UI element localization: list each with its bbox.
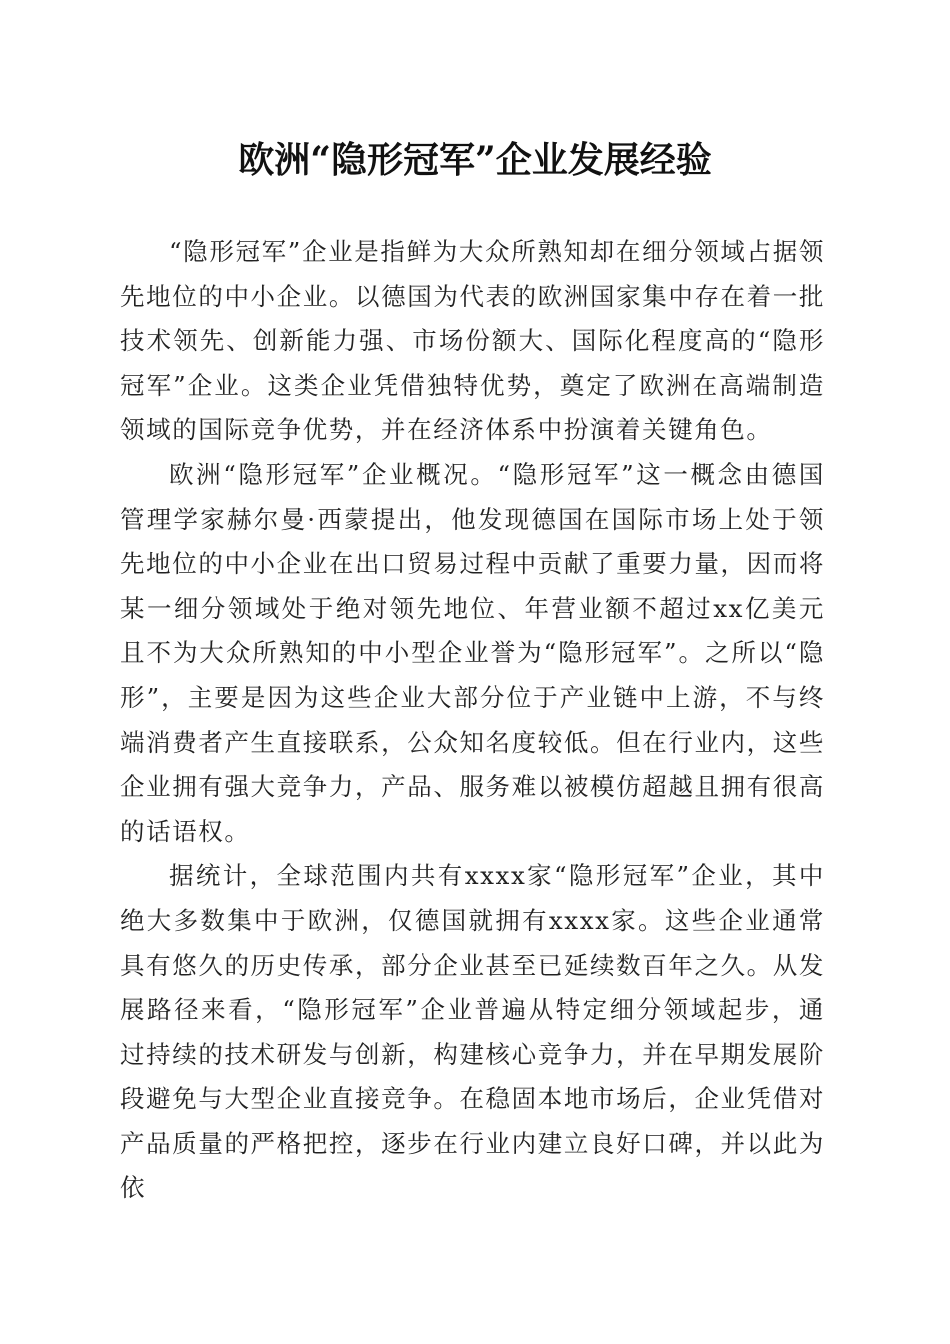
paragraph-overview: 欧洲“隐形冠军”企业概况。“隐形冠军”这一概念由德国管理学家赫尔曼·西蒙提出，他发现德国在国际市场上处于领先地位的中小企业在出口贸易过程中贡献了重要力量，因而将某一细分领域处于绝对领先地位、年营业额不超过xx亿美元且不为大众所熟知的中小型企业誉为“隐形冠军”。之所以“隐形”，主要是因为这些企业大部分位于产业链中上游，不与终端消费者产生直接联系，公众知名度较低。但在行业内，这些企业拥有强大竞争力，产品、服务难以被模仿超越且拥有很高的话语权。 (120, 459, 825, 846)
document-body (120, 230, 825, 1211)
paragraph-intro: “隐形冠军”企业是指鲜为大众所熟知却在细分领域占据领先地位的中小企业。以德国为代表的欧洲国家集中存在着一批技术领先、创新能力强、市场份额大、国际化程度高的“隐形冠军”企业。这类企业凭借独特优势，奠定了欧洲在高端制造领域的国际竞争优势，并在经济体系中扮演着关键角色。 (120, 237, 825, 445)
document-title: 欧洲“隐形冠军”企业发展经验 (238, 139, 712, 181)
paragraph-statistics: 据统计，全球范围内共有xxxx家“隐形冠军”企业，其中绝大多数集中于欧洲，仅德国就拥有xxxx家。这些企业通常具有悠久的历史传承，部分企业甚至已延续数百年之久。从发展路径来看，“隐形冠军”企业普遍从特定细分领域起步，通过持续的技术研发与创新，构建核心竞争力，并在早期发展阶段避免与大型企业直接竞争。在稳固本地市场后，企业凭借对产品质量的严格把控，逐步在行业内建立良好口碑，并以此为依 (120, 861, 825, 1203)
